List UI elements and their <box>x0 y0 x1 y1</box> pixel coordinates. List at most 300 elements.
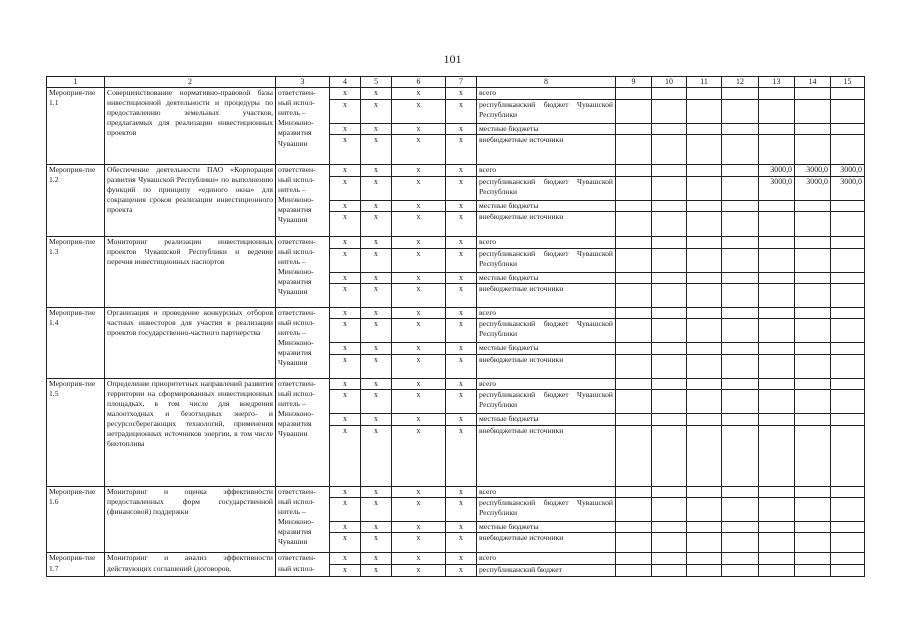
funding-source: местные бюджеты <box>477 200 616 211</box>
funding-value <box>759 88 795 99</box>
x-mark: х <box>392 248 446 272</box>
x-mark: х <box>330 123 361 134</box>
funding-value <box>652 88 687 99</box>
x-mark: х <box>330 486 361 497</box>
funding-value <box>795 553 831 564</box>
funding-value <box>759 135 795 165</box>
x-mark: х <box>392 176 446 200</box>
x-mark: х <box>446 533 477 553</box>
x-mark: х <box>446 176 477 200</box>
x-mark: х <box>330 200 361 211</box>
funding-value <box>722 272 759 283</box>
funding-value: 3000,0 <box>759 165 795 176</box>
measure-name: Организация и проведение конкурсных отборов частных инвесторов для участия в реализации проектов государственно-частного партнерства <box>105 307 276 378</box>
x-mark: х <box>392 533 446 553</box>
funding-value <box>759 498 795 522</box>
funding-value <box>687 486 722 497</box>
funding-value <box>722 354 759 378</box>
table-row <box>47 307 865 318</box>
funding-value <box>687 248 722 272</box>
funding-value <box>759 486 795 497</box>
funding-value <box>687 88 722 99</box>
funding-value <box>722 135 759 165</box>
funding-value <box>652 176 687 200</box>
measure-id: Мероприя-тие 1.3 <box>47 237 105 308</box>
funding-value <box>795 272 831 283</box>
funding-value <box>795 212 831 237</box>
x-mark: х <box>392 165 446 176</box>
funding-value <box>759 123 795 134</box>
funding-value <box>616 564 652 576</box>
funding-source: внебюджетные источники <box>477 533 616 553</box>
funding-value <box>687 176 722 200</box>
funding-value <box>795 533 831 553</box>
funding-value <box>722 237 759 248</box>
funding-value <box>687 414 722 425</box>
funding-value <box>795 307 831 318</box>
x-mark: х <box>446 307 477 318</box>
funding-value <box>831 390 865 414</box>
x-mark: х <box>446 390 477 414</box>
measure-id: Мероприя-тие 1.4 <box>47 307 105 378</box>
x-mark: х <box>446 88 477 99</box>
x-mark: х <box>446 237 477 248</box>
funding-value <box>831 248 865 272</box>
funding-value <box>831 283 865 307</box>
funding-value <box>831 553 865 564</box>
funding-value <box>831 99 865 123</box>
x-mark: х <box>330 522 361 533</box>
x-mark: х <box>361 176 392 200</box>
funding-value <box>759 200 795 211</box>
x-mark: х <box>392 319 446 343</box>
column-header: 14 <box>795 77 831 88</box>
funding-value <box>616 343 652 354</box>
x-mark: х <box>330 272 361 283</box>
funding-value <box>652 343 687 354</box>
funding-value <box>652 564 687 576</box>
funding-value <box>616 99 652 123</box>
funding-value <box>795 486 831 497</box>
funding-value <box>652 165 687 176</box>
measure-executor: ответствен-ный испол-нитель – Минэконо-мразвития Чувашии <box>276 237 330 308</box>
page-number: 101 <box>443 52 462 66</box>
funding-value <box>687 99 722 123</box>
x-mark: х <box>361 553 392 564</box>
x-mark: х <box>361 343 392 354</box>
funding-value <box>759 283 795 307</box>
x-mark: х <box>361 498 392 522</box>
funding-value <box>795 378 831 389</box>
funding-value <box>831 378 865 389</box>
header-row <box>47 77 865 88</box>
funding-value <box>616 212 652 237</box>
x-mark: х <box>361 165 392 176</box>
funding-value <box>687 200 722 211</box>
x-mark: х <box>392 88 446 99</box>
measure-id: Мероприя-тие 1.5 <box>47 378 105 486</box>
column-header: 13 <box>759 77 795 88</box>
funding-value <box>687 135 722 165</box>
x-mark: х <box>330 319 361 343</box>
column-header: 3 <box>276 77 330 88</box>
funding-value <box>759 99 795 123</box>
funding-value: 3000,0 <box>795 165 831 176</box>
x-mark: х <box>330 176 361 200</box>
funding-value <box>687 272 722 283</box>
funding-value <box>652 272 687 283</box>
x-mark: х <box>446 99 477 123</box>
x-mark: х <box>392 237 446 248</box>
x-mark: х <box>392 354 446 378</box>
funding-value <box>687 212 722 237</box>
funding-source: республиканский бюджет Чувашской Республики <box>477 390 616 414</box>
x-mark: х <box>392 522 446 533</box>
x-mark: х <box>446 553 477 564</box>
funding-value <box>795 425 831 486</box>
funding-source: местные бюджеты <box>477 522 616 533</box>
measure-id: Мероприя-тие 1.1 <box>47 88 105 165</box>
funding-value <box>652 123 687 134</box>
funding-value <box>652 248 687 272</box>
funding-value <box>722 319 759 343</box>
funding-source: республиканский бюджет <box>477 564 616 576</box>
funding-value <box>652 533 687 553</box>
x-mark: х <box>361 486 392 497</box>
funding-value <box>722 522 759 533</box>
funding-value <box>722 200 759 211</box>
x-mark: х <box>330 283 361 307</box>
x-mark: х <box>446 414 477 425</box>
funding-value <box>722 176 759 200</box>
funding-value: 3000,0 <box>831 176 865 200</box>
funding-value <box>616 123 652 134</box>
funding-value <box>616 307 652 318</box>
x-mark: х <box>446 564 477 576</box>
x-mark: х <box>361 425 392 486</box>
column-header: 1 <box>47 77 105 88</box>
x-mark: х <box>392 564 446 576</box>
table-row <box>47 237 865 248</box>
x-mark: х <box>330 343 361 354</box>
column-header: 11 <box>687 77 722 88</box>
x-mark: х <box>361 414 392 425</box>
x-mark: х <box>361 319 392 343</box>
funding-value <box>795 135 831 165</box>
funding-source: всего <box>477 237 616 248</box>
funding-value <box>616 354 652 378</box>
x-mark: х <box>361 307 392 318</box>
funding-value <box>652 522 687 533</box>
funding-value <box>616 237 652 248</box>
table-row <box>47 486 865 497</box>
funding-value <box>759 272 795 283</box>
x-mark: х <box>446 343 477 354</box>
funding-value <box>759 533 795 553</box>
funding-source: внебюджетные источники <box>477 425 616 486</box>
x-mark: х <box>361 99 392 123</box>
column-header: 9 <box>616 77 652 88</box>
funding-value <box>652 212 687 237</box>
x-mark: х <box>392 414 446 425</box>
column-header: 15 <box>831 77 865 88</box>
x-mark: х <box>361 522 392 533</box>
funding-value <box>687 165 722 176</box>
funding-value <box>759 553 795 564</box>
x-mark: х <box>392 390 446 414</box>
funding-value <box>831 564 865 576</box>
x-mark: х <box>392 283 446 307</box>
funding-value <box>795 414 831 425</box>
measure-name: Мониторинг и оценка эффективности предоставленных форм государственной (финансовой) поддержки <box>105 486 276 553</box>
funding-value <box>687 354 722 378</box>
funding-value <box>722 123 759 134</box>
x-mark: х <box>330 307 361 318</box>
funding-value <box>831 237 865 248</box>
funding-value <box>652 237 687 248</box>
column-header: 12 <box>722 77 759 88</box>
x-mark: х <box>392 212 446 237</box>
funding-value <box>687 553 722 564</box>
funding-value <box>722 343 759 354</box>
funding-value <box>759 564 795 576</box>
x-mark: х <box>361 533 392 553</box>
funding-value <box>795 319 831 343</box>
funding-value <box>795 522 831 533</box>
funding-value <box>722 88 759 99</box>
measure-executor: ответствен-ный испол-нитель – Минэконо-мразвития Чувашии <box>276 307 330 378</box>
funding-value <box>831 272 865 283</box>
funding-value <box>759 212 795 237</box>
funding-value <box>616 176 652 200</box>
x-mark: х <box>446 135 477 165</box>
x-mark: х <box>330 533 361 553</box>
funding-value <box>831 123 865 134</box>
x-mark: х <box>361 354 392 378</box>
x-mark: х <box>446 248 477 272</box>
funding-value <box>759 354 795 378</box>
x-mark: х <box>361 248 392 272</box>
table-row <box>47 165 865 176</box>
funding-source: местные бюджеты <box>477 272 616 283</box>
measure-executor: ответствен-ный испол-нитель – Минэконо-мразвития Чувашии <box>276 165 330 237</box>
funding-source: всего <box>477 378 616 389</box>
funding-value <box>722 425 759 486</box>
funding-source: всего <box>477 486 616 497</box>
column-header: 4 <box>330 77 361 88</box>
x-mark: х <box>446 425 477 486</box>
funding-value <box>759 378 795 389</box>
funding-value <box>652 283 687 307</box>
measure-name: Мониторинг и анализ эффективности действующих соглашений (договоров, <box>105 553 276 576</box>
column-header: 2 <box>105 77 276 88</box>
funding-value <box>795 99 831 123</box>
funding-value <box>616 319 652 343</box>
funding-value <box>616 200 652 211</box>
x-mark: х <box>330 498 361 522</box>
funding-value <box>831 354 865 378</box>
x-mark: х <box>361 378 392 389</box>
funding-value <box>616 272 652 283</box>
table-row <box>47 88 865 99</box>
measure-name: Совершенствование нормативно-правовой базы инвестиционной деятельности и процедуры по предоставлению земельных участков, предлагаемых для реализации инвестиционных проектов <box>105 88 276 165</box>
funding-value <box>722 378 759 389</box>
funding-source: республиканский бюджет Чувашской Республики <box>477 99 616 123</box>
x-mark: х <box>392 123 446 134</box>
funding-source: местные бюджеты <box>477 123 616 134</box>
funding-value <box>616 248 652 272</box>
x-mark: х <box>446 486 477 497</box>
x-mark: х <box>446 212 477 237</box>
measure-executor: ответствен-ный испол-нитель – Минэконо-мразвития Чувашии <box>276 378 330 486</box>
x-mark: х <box>361 200 392 211</box>
x-mark: х <box>446 378 477 389</box>
funding-value <box>831 343 865 354</box>
measure-name: Определение приоритетных направлений развития территории на сформированных инвестиционных площадках, в том числе для внедрения малоотходных и безотходных энерго- и ресурсосберегающих технологий, применения нетрадиционных источников энергии, в том числе биотоплива <box>105 378 276 486</box>
x-mark: х <box>361 123 392 134</box>
x-mark: х <box>392 99 446 123</box>
funding-value <box>722 307 759 318</box>
column-header: 7 <box>446 77 477 88</box>
funding-value <box>831 307 865 318</box>
x-mark: х <box>330 212 361 237</box>
x-mark: х <box>392 498 446 522</box>
x-mark: х <box>330 248 361 272</box>
funding-value <box>831 319 865 343</box>
funding-value <box>722 283 759 307</box>
funding-value <box>652 390 687 414</box>
x-mark: х <box>330 88 361 99</box>
x-mark: х <box>361 88 392 99</box>
program-measures-table <box>46 76 865 577</box>
funding-value <box>759 319 795 343</box>
x-mark: х <box>446 319 477 343</box>
funding-value <box>759 248 795 272</box>
x-mark: х <box>392 272 446 283</box>
funding-value <box>795 88 831 99</box>
funding-value <box>831 533 865 553</box>
column-header: 10 <box>652 77 687 88</box>
measure-id: Мероприя-тие 1.6 <box>47 486 105 553</box>
funding-value <box>687 343 722 354</box>
funding-value <box>652 307 687 318</box>
funding-value <box>616 425 652 486</box>
funding-value <box>687 498 722 522</box>
x-mark: х <box>446 123 477 134</box>
x-mark: х <box>361 564 392 576</box>
x-mark: х <box>392 343 446 354</box>
funding-value <box>652 135 687 165</box>
x-mark: х <box>361 212 392 237</box>
x-mark: х <box>392 378 446 389</box>
column-header: 5 <box>361 77 392 88</box>
funding-value <box>652 553 687 564</box>
x-mark: х <box>392 553 446 564</box>
funding-value <box>687 283 722 307</box>
x-mark: х <box>330 378 361 389</box>
funding-value <box>722 564 759 576</box>
funding-value <box>795 354 831 378</box>
funding-value <box>616 283 652 307</box>
table-row <box>47 553 865 564</box>
funding-value <box>795 498 831 522</box>
funding-source: внебюджетные источники <box>477 354 616 378</box>
funding-source: республиканский бюджет Чувашской Республики <box>477 319 616 343</box>
x-mark: х <box>330 99 361 123</box>
funding-value <box>652 498 687 522</box>
funding-value <box>831 200 865 211</box>
funding-value: 3000,0 <box>795 176 831 200</box>
funding-value <box>687 522 722 533</box>
funding-value <box>652 486 687 497</box>
funding-value <box>759 237 795 248</box>
x-mark: х <box>392 307 446 318</box>
x-mark: х <box>330 135 361 165</box>
funding-source: республиканский бюджет Чувашской Республики <box>477 248 616 272</box>
funding-value <box>795 343 831 354</box>
funding-source: всего <box>477 307 616 318</box>
funding-value <box>795 564 831 576</box>
x-mark: х <box>446 165 477 176</box>
funding-value <box>759 414 795 425</box>
funding-value <box>831 425 865 486</box>
funding-value <box>687 564 722 576</box>
funding-value <box>652 378 687 389</box>
x-mark: х <box>330 553 361 564</box>
x-mark: х <box>392 486 446 497</box>
funding-value <box>831 135 865 165</box>
measure-name: Мониторинг реализации инвестиционных проектов Чувашской Республики и ведение перечня инвестиционных паспортов <box>105 237 276 308</box>
funding-value <box>759 425 795 486</box>
x-mark: х <box>330 165 361 176</box>
measure-id: Мероприя-тие 1.2 <box>47 165 105 237</box>
funding-value <box>616 522 652 533</box>
funding-value <box>652 319 687 343</box>
x-mark: х <box>361 237 392 248</box>
funding-value <box>831 212 865 237</box>
funding-value <box>652 200 687 211</box>
x-mark: х <box>330 390 361 414</box>
funding-value <box>652 99 687 123</box>
funding-value <box>722 414 759 425</box>
column-header: 8 <box>477 77 616 88</box>
x-mark: х <box>330 237 361 248</box>
funding-value <box>687 307 722 318</box>
funding-value <box>616 165 652 176</box>
funding-source: республиканский бюджет Чувашской Республики <box>477 176 616 200</box>
funding-value <box>687 319 722 343</box>
funding-value <box>616 135 652 165</box>
funding-source: местные бюджеты <box>477 414 616 425</box>
funding-source: внебюджетные источники <box>477 135 616 165</box>
x-mark: х <box>361 390 392 414</box>
x-mark: х <box>330 414 361 425</box>
funding-source: республиканский бюджет Чувашской Республики <box>477 498 616 522</box>
funding-value <box>759 307 795 318</box>
funding-value <box>616 88 652 99</box>
x-mark: х <box>330 564 361 576</box>
funding-value <box>616 378 652 389</box>
measure-name: Обеспечение деятельности ПАО «Корпорация развития Чувашской Республики» по выполнению функций по принципу «единого окна» для сокращения сроков реализации инвестиционного проекта <box>105 165 276 237</box>
funding-value <box>722 248 759 272</box>
funding-value <box>616 533 652 553</box>
x-mark: х <box>361 135 392 165</box>
funding-value <box>722 498 759 522</box>
x-mark: х <box>446 522 477 533</box>
funding-value <box>616 390 652 414</box>
measure-executor: ответствен-ный испол- <box>276 553 330 576</box>
funding-value <box>616 414 652 425</box>
